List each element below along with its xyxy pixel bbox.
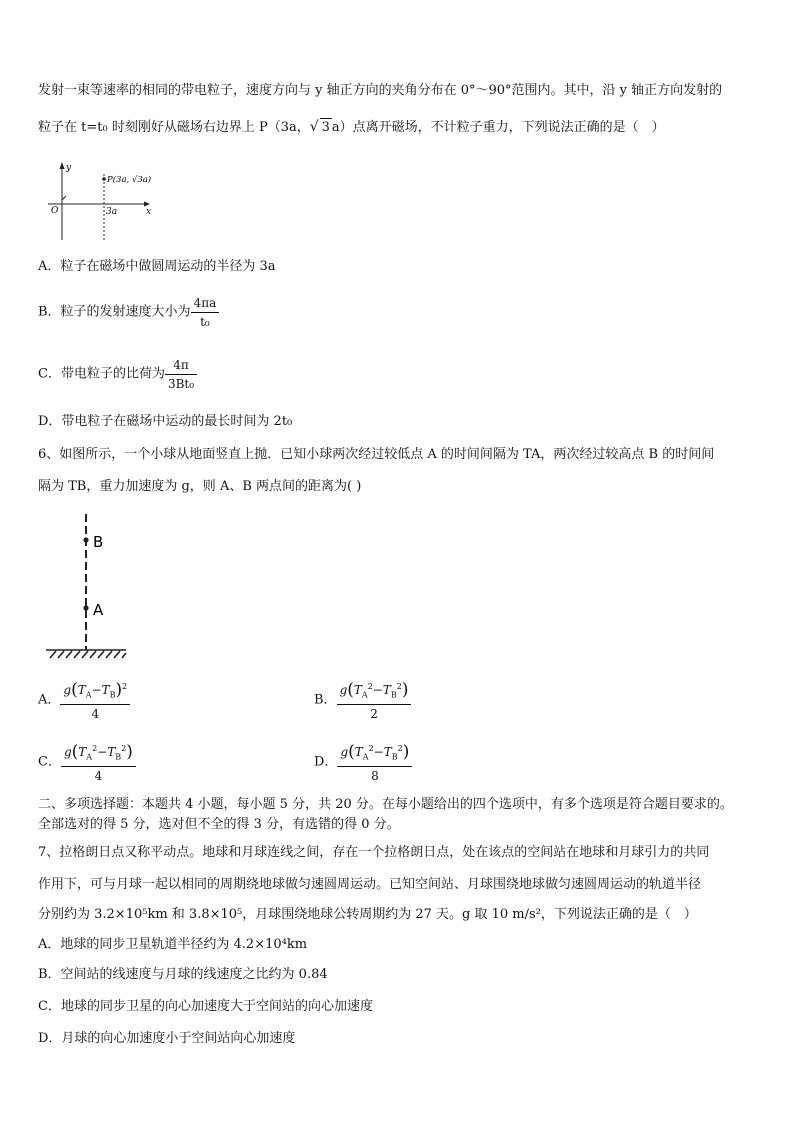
q5-sqrt-value: 3 <box>321 120 330 135</box>
q6-option-a-label: A． <box>38 692 61 708</box>
q6-point-a <box>83 605 88 610</box>
q6-fig-label-b: B <box>93 533 104 551</box>
q5-velocity-arc <box>62 196 66 200</box>
sqrt-icon: √ <box>309 119 319 135</box>
q6-option-c-num: $g(T_A^2-T_B^2)$ <box>61 740 136 767</box>
q7-text-line2: 作用下，可与月球一起以相同的周期绕地球做匀速圆周运动。已知空间站、月球围绕地球做匀速圆周运动的轨道半径 <box>38 877 702 892</box>
q5-option-b-prefix: B．粒子的发射速度大小为 <box>38 304 191 320</box>
q7-text-line1: 7、拉格朗日点又称平动点。地球和月球连线之间，存在一个拉格朗日点，处在该点的空间站在地球和月球引力的共同 <box>38 845 710 860</box>
q7-option-c: C．地球的同步卫星的向心加速度大于空间站的向心加速度 <box>38 999 373 1014</box>
q7-option-a: A．地球的同步卫星轨道半径约为 4.2×10⁴km <box>38 937 308 952</box>
q6-option-d-label: D． <box>314 754 338 770</box>
q6-ground-hatch <box>50 651 126 658</box>
q5-fig-p-label: P(3a, √3a) <box>107 175 152 185</box>
q5-option-b-num: 4πa <box>191 294 220 313</box>
q6-option-a-den: 4 <box>91 707 100 722</box>
q6-option-b <box>314 678 411 723</box>
q6-figure <box>40 510 140 662</box>
q5-option-b-fraction <box>191 294 220 331</box>
section2-instructions-line2: 全部选对的得 5 分，选对但不全的得 3 分，有选错的得 0 分。 <box>38 817 400 832</box>
q5-option-b-den: t₀ <box>200 315 210 329</box>
q7-option-d: D．月球的向心加速度小于空间站向心加速度 <box>38 1031 296 1046</box>
q6-option-c-den: 4 <box>94 769 103 784</box>
q6-option-b-label: B． <box>314 692 337 708</box>
q5-option-c-den: 3Bt₀ <box>167 377 195 391</box>
q6-option-c <box>38 740 136 785</box>
q5-option-d: D．带电粒子在磁场中运动的最长时间为 2t₀ <box>38 414 293 429</box>
q5-text-line1: 发射一束等速率的相同的带电粒子，速度方向与 y 轴正方向的夹角分布在 0°～90°范围内。其中，沿 y 轴正方向发射的 <box>38 83 723 98</box>
q6-option-a-fraction <box>60 678 130 723</box>
q5-text-line2-part2: a）点离开磁场，不计粒子重力，下列说法正确的是（ ） <box>331 120 665 135</box>
section2-instructions-line1: 二、多项选择题：本题共 4 小题，每小题 5 分，共 20 分。在每小题给出的四个选项中，有多个选项是符合题目要求的。 <box>38 797 733 812</box>
q5-fig-x-label: x <box>146 207 152 217</box>
q5-fig-origin-label: O <box>51 206 59 216</box>
q5-y-arrow-icon <box>60 162 65 169</box>
q5-option-c-prefix: C．带电粒子的比荷为 <box>38 366 165 382</box>
q6-text-line2: 隔为 TB，重力加速度为 g，则 A、B 两点间的距离为( ) <box>38 479 362 494</box>
q6-option-b-den: 2 <box>370 707 378 722</box>
q7-text-line3: 分别约为 3.2×10⁵km 和 3.8×10⁵，月球围绕地球公转周期约为 27 天。g 取 10 m/s²，下列说法正确的是（ ） <box>38 907 697 922</box>
q6-option-d-fraction <box>337 740 412 785</box>
q5-option-c-num: 4π <box>165 356 197 375</box>
q6-option-d-num: $g(T_A^2-T_B^2)$ <box>337 740 412 767</box>
q5-point-p <box>102 177 106 181</box>
q6-option-d-den: 8 <box>371 769 379 784</box>
q6-option-d <box>314 740 412 785</box>
q5-x-arrow-icon <box>144 202 150 207</box>
q5-figure <box>40 160 160 244</box>
q6-point-b <box>83 537 88 542</box>
q5-fig-3a-label: 3a <box>106 207 118 217</box>
q5-fig-y-label: y <box>66 163 72 173</box>
q5-option-c-fraction <box>165 356 197 393</box>
q6-option-b-num: $g(T_A^2-T_B^2)$ <box>337 678 412 705</box>
q7-option-b: B．空间站的线速度与月球的线速度之比约为 0.84 <box>38 967 328 982</box>
q6-fig-label-a: A <box>93 601 104 619</box>
q6-option-c-fraction <box>61 740 136 785</box>
q5-text-line2 <box>38 118 665 137</box>
q6-option-c-label: C． <box>38 754 61 770</box>
q6-option-a <box>38 678 130 723</box>
q6-text-line1: 6、如图所示，一个小球从地面竖直上抛．已知小球两次经过较低点 A 的时间间隔为 TA，两次经过较高点 B 的时间间 <box>38 447 715 462</box>
q6-option-a-num: $g(T_A-T_B)^2$ <box>60 678 130 705</box>
q5-option-a: A．粒子在磁场中做圆周运动的半径为 3a <box>38 259 276 274</box>
q5-text-line2-part1: 粒子在 t=t₀ 时刻刚好从磁场右边界上 P（3a， <box>38 120 310 135</box>
q5-option-c <box>38 356 197 393</box>
q5-option-b <box>38 294 219 331</box>
q6-option-b-fraction <box>337 678 412 723</box>
